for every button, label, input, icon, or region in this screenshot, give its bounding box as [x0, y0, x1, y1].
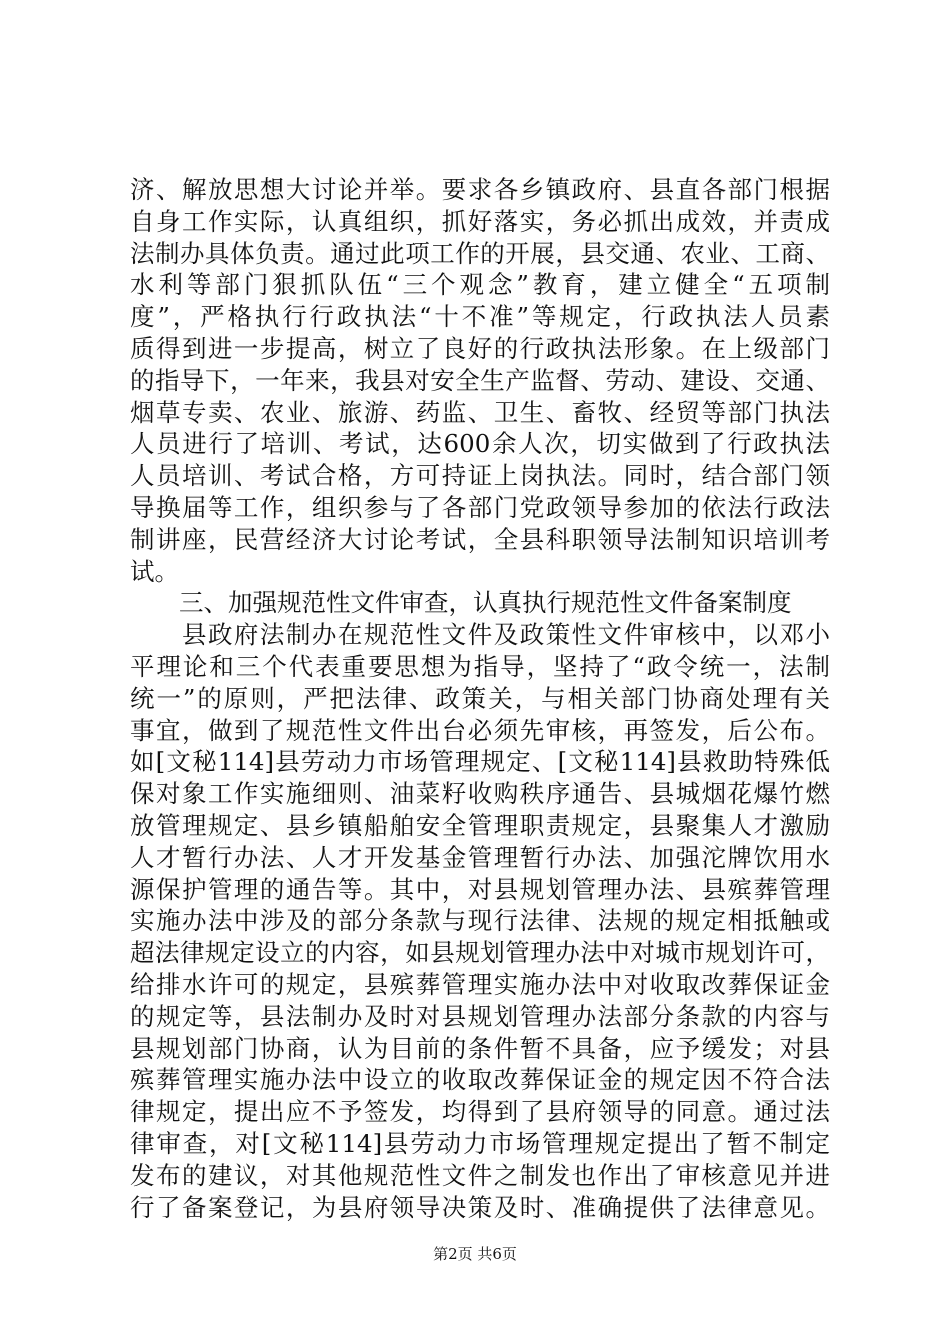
- text-line: 度”，严格执行行政执法“十不准”等规定，行政执法人员素: [130, 302, 830, 332]
- text-line: 试。: [130, 556, 179, 586]
- text-line: 如[文秘114]县劳动力市场管理规定、[文秘114]县救助特殊低: [130, 747, 830, 777]
- text-line: 制讲座，民营经济大讨论考试，全县科职领导法制知识培训考: [130, 524, 830, 554]
- text-line: 保对象工作实施细则、油菜籽收购秩序通告、县城烟花爆竹燃: [130, 779, 830, 809]
- text-line: 事宜，做到了规范性文件出台必须先审核，再签发，后公布。: [130, 715, 830, 745]
- text-line: 源保护管理的通告等。其中，对县规划管理办法、县殡葬管理: [130, 874, 830, 904]
- text-line: 超法律规定设立的内容，如县规划管理办法中对城市规划许可，: [130, 938, 830, 968]
- text-line: 烟草专卖、农业、旅游、药监、卫生、畜牧、经贸等部门执法: [130, 397, 830, 427]
- text-line: 人员进行了培训、考试，达600余人次，切实做到了行政执法: [130, 429, 830, 459]
- text-line: 放管理规定、县乡镇船舶安全管理职责规定，县聚集人才激励: [130, 810, 830, 840]
- text-line: 统一”的原则，严把法律、政策关，与相关部门协商处理有关: [130, 683, 830, 713]
- text-line: 自身工作实际，认真组织，抓好落实，务必抓出成效，并责成: [130, 206, 830, 236]
- text-line: 律审查，对[文秘114]县劳动力市场管理规定提出了暂不制定: [130, 1128, 830, 1158]
- text-line: 的指导下，一年来，我县对安全生产监督、劳动、建设、交通、: [130, 365, 830, 395]
- text-line: 行了备案登记，为县府领导决策及时、准确提供了法律意见。: [130, 1192, 830, 1222]
- text-line: 人才暂行办法、人才开发基金管理暂行办法、加强沱牌饮用水: [130, 842, 830, 872]
- text-line: 律规定，提出应不予签发，均得到了县府领导的同意。通过法: [130, 1097, 830, 1127]
- text-line: 水利等部门狠抓队伍“三个观念”教育，建立健全“五项制: [130, 270, 830, 300]
- text-line: 导换届等工作，组织参与了各部门党政领导参加的依法行政法: [130, 492, 830, 522]
- text-line: 县规划部门协商，认为目前的条件暂不具备，应予缓发；对县: [130, 1033, 830, 1063]
- text-line: 法制办具体负责。通过此项工作的开展，县交通、农业、工商、: [130, 238, 830, 268]
- text-line: 实施办法中涉及的部分条款与现行法律、法规的规定相抵触或: [130, 906, 830, 936]
- text-line: 殡葬管理实施办法中设立的收取改葬保证金的规定因不符合法: [130, 1065, 830, 1095]
- text-line: 质得到进一步提高，树立了良好的行政执法形象。在上级部门: [130, 333, 830, 363]
- text-line: 平理论和三个代表重要思想为指导，坚持了“政令统一，法制: [130, 651, 830, 681]
- text-line: 济、解放思想大讨论并举。要求各乡镇政府、县直各部门根据: [130, 175, 830, 204]
- text-line: 给排水许可的规定，县殡葬管理实施办法中对收取改葬保证金: [130, 969, 830, 999]
- text-line: 县政府法制办在规范性文件及政策性文件审核中，以邓小: [130, 620, 830, 650]
- document-body: [130, 174, 830, 1223]
- text-line: 人员培训、考试合格，方可持证上岗执法。同时，结合部门领: [130, 461, 830, 491]
- text-line: 三、加强规范性文件审查，认真执行规范性文件备案制度: [130, 588, 792, 618]
- page-footer: 第2页 共6页: [433, 1245, 517, 1263]
- text-line: 的规定等，县法制办及时对县规划管理办法部分条款的内容与: [130, 1001, 830, 1031]
- text-line: 发布的建议，对其他规范性文件之制发也作出了审核意见并进: [130, 1160, 830, 1190]
